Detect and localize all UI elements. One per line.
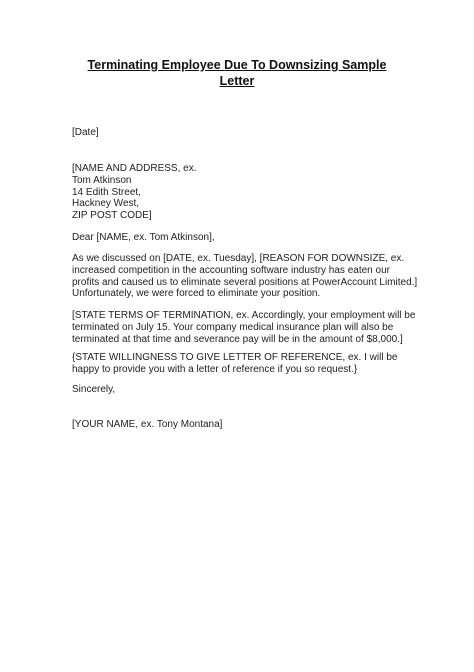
recipient-address: [72, 163, 412, 222]
letter-title: [60, 57, 414, 89]
address-line: Tom Atkinson: [72, 174, 132, 186]
paragraph-reason: [72, 253, 418, 300]
paragraph-line: [STATE TERMS OF TERMINATION, ex. Accordingly, your employment will be: [72, 310, 416, 321]
date-placeholder: [Date]: [72, 127, 99, 138]
salutation: Dear [NAME, ex. Tom Atkinson],: [72, 232, 215, 243]
address-line: [NAME AND ADDRESS, ex.: [72, 163, 197, 174]
paragraph-line: terminated on July 15. Your company medical insurance plan will also be: [72, 321, 394, 333]
address-line: 14 Edith Street,: [72, 186, 141, 198]
paragraph-line: {STATE WILLINGNESS TO GIVE LETTER OF REFERENCE, ex. I will be: [72, 352, 398, 363]
paragraph-line: Unfortunately, we were forced to eliminate your position.: [72, 288, 321, 300]
paragraph-line: profits and caused us to eliminate several positions at PowerAccount Limited.]: [72, 276, 418, 288]
title-line-1: Terminating Employee Due To Downsizing Sample: [87, 58, 387, 72]
paragraph-line: happy to provide you with a letter of reference if you so request.}: [72, 363, 358, 375]
signature-name: [YOUR NAME, ex. Tony Montana]: [72, 419, 223, 430]
paragraph-line: increased competition in the accounting software industry has eaten our: [72, 264, 390, 276]
closing: Sincerely,: [72, 384, 116, 395]
paragraph-line: As we discussed on [DATE, ex. Tuesday], [REASON FOR DOWNSIZE, ex.: [72, 253, 405, 264]
address-line: ZIP POST CODE]: [72, 210, 152, 222]
paragraph-reference: [72, 352, 412, 376]
title-line-2: Letter: [219, 74, 255, 88]
paragraph-line: terminated at that time and severance pay will be in the amount of $8,000.]: [72, 333, 403, 345]
address-line: Hackney West,: [72, 198, 140, 210]
paragraph-terms: [72, 310, 416, 345]
